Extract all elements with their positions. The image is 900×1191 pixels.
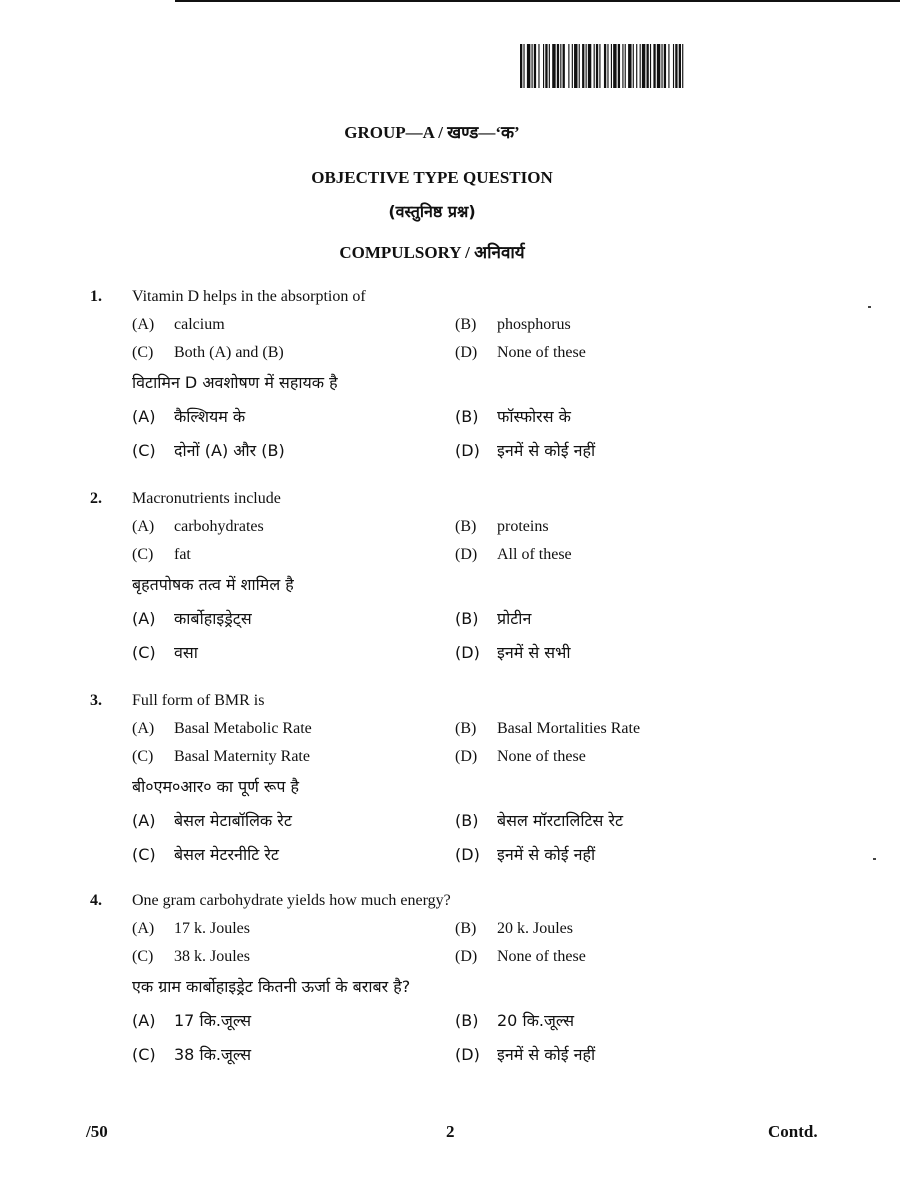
option-a-en [132, 312, 225, 338]
option-label: (D) [455, 748, 478, 765]
option-label: (B) [455, 316, 477, 333]
option-text: बेसल मेटाबॉलिक रेट [174, 811, 292, 830]
option-text: इनमें से कोई नहीं [497, 441, 596, 460]
option-text: Basal Metabolic Rate [174, 720, 312, 737]
option-label: (D) [455, 948, 478, 965]
option-label: (A) [132, 811, 156, 830]
option-text: कैल्शियम के [174, 407, 246, 426]
question-stem-en: Macronutrients include [132, 490, 281, 507]
option-b-en [455, 716, 640, 742]
option-c-hi [132, 1042, 251, 1068]
group-heading: GROUP—A / खण्ड—‘क’ [344, 123, 520, 142]
option-text: fat [174, 546, 191, 563]
option-label: (A) [132, 720, 155, 737]
question-number: 1. [90, 288, 102, 305]
option-text: None of these [497, 344, 586, 361]
option-label: (C) [132, 643, 156, 662]
option-b-hi [455, 808, 623, 834]
option-label: (A) [132, 609, 156, 628]
option-d-hi [455, 438, 595, 464]
question-stem-en: Vitamin D helps in the absorption of [132, 288, 366, 305]
option-label: (C) [132, 344, 154, 361]
option-text: None of these [497, 748, 586, 765]
option-text: 20 k. Joules [497, 920, 573, 937]
barcode [520, 44, 782, 88]
question-stem-hi: बृहतपोषक तत्व में शामिल है [132, 575, 294, 594]
option-b-hi [455, 1008, 574, 1034]
option-d-en [455, 542, 572, 568]
option-a-hi [132, 1008, 251, 1034]
option-b-hi [455, 404, 571, 430]
option-a-hi [132, 606, 252, 632]
option-text: इनमें से सभी [497, 643, 571, 662]
option-label: (D) [455, 1045, 480, 1064]
option-a-hi [132, 404, 245, 430]
contd-label: Contd. [768, 1122, 818, 1141]
option-label: (C) [132, 546, 154, 563]
option-label: (A) [132, 316, 155, 333]
option-c-en [132, 744, 310, 770]
question-stem-en: Full form of BMR is [132, 692, 265, 709]
option-a-hi [132, 808, 292, 834]
option-text: None of these [497, 948, 586, 965]
option-text: इनमें से कोई नहीं [497, 845, 596, 864]
section-type-hi: (वस्तुनिष्ठ प्रश्न) [388, 202, 476, 221]
option-text: वसा [174, 643, 198, 662]
option-d-hi [455, 842, 595, 868]
option-label: (C) [132, 748, 154, 765]
option-d-hi [455, 640, 571, 666]
section-type-en: OBJECTIVE TYPE QUESTION [311, 168, 553, 187]
option-label: (B) [455, 720, 477, 737]
option-text: 17 कि.जूल्स [174, 1011, 252, 1030]
option-text: carbohydrates [174, 518, 264, 535]
option-text: All of these [497, 546, 572, 563]
question-stem-hi: एक ग्राम कार्बोहाइड्रेट कितनी ऊर्जा के बराबर है? [132, 977, 411, 996]
option-c-hi [132, 842, 279, 868]
option-d-en [455, 944, 586, 970]
option-text: बेसल मॉरटालिटिस रेट [497, 811, 624, 830]
option-text: इनमें से कोई नहीं [497, 1045, 596, 1064]
question-stem-hi: बी०एम०आर० का पूर्ण रूप है [132, 777, 300, 796]
option-c-hi [132, 640, 198, 666]
question-stem-en: One gram carbohydrate yields how much energy? [132, 892, 451, 909]
option-text: कार्बोहाइड्रेट्स [174, 609, 252, 628]
option-label: (D) [455, 845, 480, 864]
option-a-en [132, 514, 264, 540]
option-c-hi [132, 438, 285, 464]
option-label: (B) [455, 1011, 479, 1030]
option-d-hi [455, 1042, 595, 1068]
option-text: दोनों (A) और (B) [174, 441, 285, 460]
option-c-en [132, 944, 250, 970]
option-c-en [132, 542, 191, 568]
option-label: (B) [455, 609, 479, 628]
question-stem-hi: विटामिन D अवशोषण में सहायक है [132, 373, 338, 392]
option-text: प्रोटीन [497, 609, 532, 628]
option-label: (A) [132, 518, 155, 535]
option-a-en [132, 716, 312, 742]
option-label: (B) [455, 920, 477, 937]
question-number: 2. [90, 490, 102, 507]
option-label: (D) [455, 441, 480, 460]
option-text: calcium [174, 316, 225, 333]
option-d-en [455, 340, 586, 366]
option-text: 17 k. Joules [174, 920, 250, 937]
option-label: (D) [455, 546, 478, 563]
option-text: 38 k. Joules [174, 948, 250, 965]
option-b-en [455, 312, 571, 338]
option-text: Both (A) and (B) [174, 344, 284, 361]
option-text: Basal Mortalities Rate [497, 720, 641, 737]
option-label: (B) [455, 518, 477, 535]
paper-code: /50 [86, 1122, 108, 1141]
option-label: (B) [455, 407, 479, 426]
top-rule [175, 0, 900, 2]
option-c-en [132, 340, 284, 366]
question-number: 4. [90, 892, 102, 909]
option-b-en [455, 514, 549, 540]
option-label: (C) [132, 948, 154, 965]
option-d-en [455, 744, 586, 770]
option-b-hi [455, 606, 531, 632]
option-text: फॉस्फोरस के [497, 407, 571, 426]
option-text: phosphorus [497, 316, 571, 333]
option-label: (A) [132, 407, 156, 426]
option-text: 20 कि.जूल्स [497, 1011, 575, 1030]
option-label: (B) [455, 811, 479, 830]
option-b-en [455, 916, 573, 942]
option-text: proteins [497, 518, 549, 535]
option-label: (C) [132, 1045, 156, 1064]
option-label: (A) [132, 1011, 156, 1030]
option-a-en [132, 916, 250, 942]
scan-speck [868, 306, 871, 308]
option-label: (C) [132, 441, 156, 460]
option-label: (D) [455, 643, 480, 662]
option-label: (D) [455, 344, 478, 361]
scan-speck [873, 858, 876, 860]
option-text: बेसल मेटरनीटि रेट [174, 845, 279, 864]
option-label: (C) [132, 845, 156, 864]
page-number: 2 [446, 1122, 455, 1141]
option-text: Basal Maternity Rate [174, 748, 310, 765]
compulsory-heading: COMPULSORY / अनिवार्य [339, 243, 525, 262]
question-number: 3. [90, 692, 102, 709]
option-label: (A) [132, 920, 155, 937]
option-text: 38 कि.जूल्स [174, 1045, 252, 1064]
